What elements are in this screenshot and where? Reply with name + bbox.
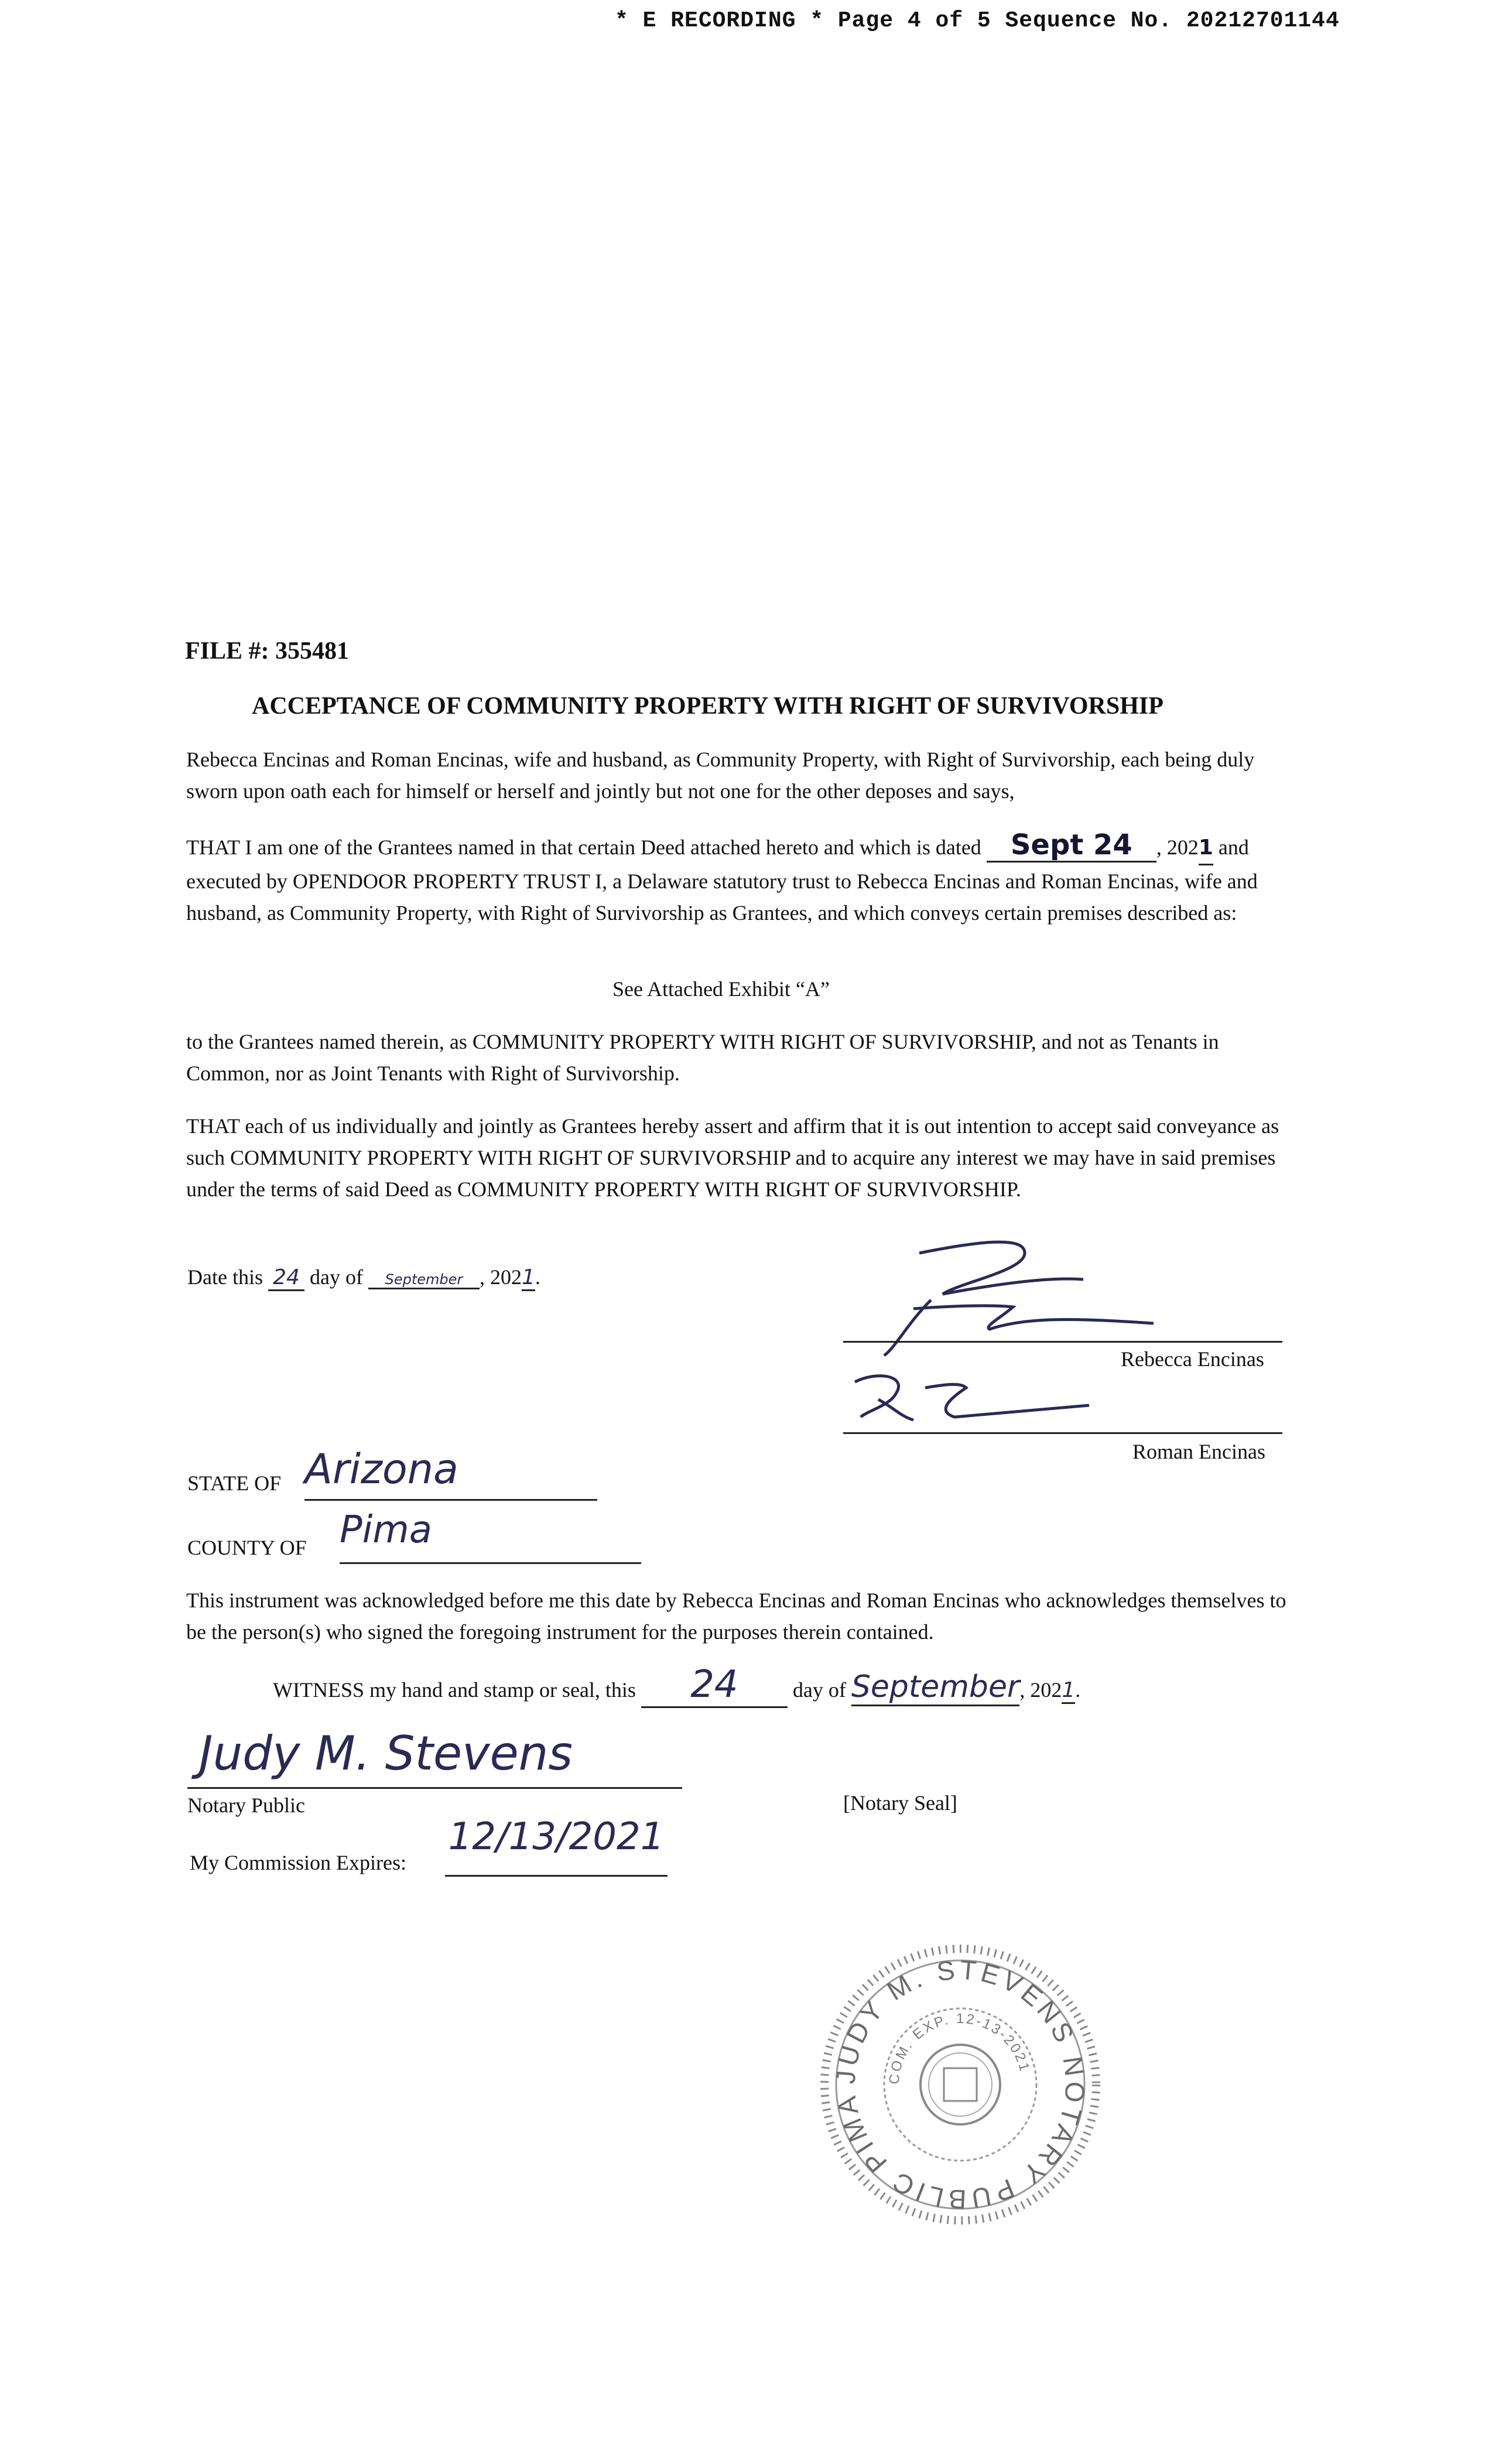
date-suffix: . [535,1265,540,1289]
state-label: STATE OF [187,1471,282,1495]
date-year-handwritten: 1 [522,1265,535,1291]
that1-year-prefix: 202 [1166,836,1199,859]
roman-signature-line [843,1432,1282,1434]
date-line [187,1265,540,1291]
commission-label: My Commission Expires: [190,1851,407,1874]
that-paragraph-1 [186,829,1287,929]
svg-text:COM. EXP. 12-13-2021 [887,2011,1033,2085]
date-mid: day of [304,1265,368,1289]
notary-seal-label: [Notary Seal] [843,1791,957,1815]
that-paragraph-2: THAT each of us individually and jointly as Grantees hereby assert and affirm that it is out intention to accept said conveyance as such COMMUNITY PROPERTY WITH RIGHT OF SURVIVORSHIP and to acquire any interest we may have in said premises under the terms of said Deed as COMMUNITY PROPERTY WITH RIGHT OF SURVIVORSHIP. [186,1114,1279,1201]
date-year-prefix: , 202 [479,1265,522,1289]
deed-date-handwritten: Sept 24 [987,829,1156,863]
that1-before: THAT I am one of the Grantees named in that certain Deed attached hereto and which is dated [186,836,987,859]
notary-signature: Judy M. Stevens [199,1726,573,1781]
witness-month-handwritten: September [851,1669,1019,1706]
witness-year-prefix: , 202 [1019,1678,1062,1702]
roman-name: Roman Encinas [1132,1440,1265,1463]
recording-header: * E RECORDING * Page 4 of 5 Sequence No. 20212701144 [615,8,1340,33]
witness-suffix: . [1075,1678,1081,1702]
witness-line [273,1663,1080,1708]
grantees-paragraph: to the Grantees named therein, as COMMUNITY PROPERTY WITH RIGHT OF SURVIVORSHIP, and not as Tenants in Common, nor as Joint Tenants with Right of Survivorship. [186,1030,1219,1085]
that1-after: and executed by OPENDOOR PROPERTY TRUST I, a Delaware statutory trust to Rebecca Encinas and Roman Encinas, wife and husband, as Community Property, with Right of Survivorship as Grantees, and which conveys certain premises described as: [186,836,1258,925]
exhibit-reference: See Attached Exhibit “A” [612,977,830,1001]
notary-signature-line [187,1787,682,1789]
that1-year-handwritten: 1 [1199,832,1213,865]
document-title: ACCEPTANCE OF COMMUNITY PROPERTY WITH RIGHT OF SURVIVORSHIP [252,693,1163,720]
svg-text:JUDY M. STEVENS NOTARY PUBLIC [807,1919,1091,2215]
notary-seal [807,1919,1101,2225]
date-day-handwritten: 24 [268,1265,304,1291]
roman-signature [843,1370,1136,1440]
witness-prefix: WITNESS my hand and stamp or seal, this [273,1678,641,1702]
county-value-handwritten: Pima [340,1508,641,1564]
seal-outer-text: JUDY M. STEVENS NOTARY PUBLIC PIMA COUNTY, AZ [807,1919,1091,2215]
witness-year-handwritten: 1 [1062,1678,1075,1704]
rebecca-signature [872,1230,1165,1364]
notary-public-label: Notary Public [187,1794,305,1817]
that1-comma: , [1156,836,1162,859]
witness-mid: day of [787,1678,851,1702]
state-value-handwritten: Arizona [304,1445,597,1501]
acknowledgment-paragraph: This instrument was acknowledged before me this date by Rebecca Encinas and Roman Encinas who acknowledges themselves to be the person(s) who signed the foregoing instrument for the purposes therein contained. [186,1589,1286,1644]
county-label: COUNTY OF [187,1536,307,1559]
file-number: FILE #: 355481 [185,638,350,665]
date-month-handwritten: September [368,1271,480,1289]
witness-day-handwritten: 24 [641,1663,788,1708]
rebecca-name: Rebecca Encinas [1121,1347,1264,1371]
intro-paragraph: Rebecca Encinas and Roman Encinas, wife and husband, as Community Property, with Right of Survivorship, each being duly sworn upon oath each for himself or herself and jointly but not one for the other deposes and says, [186,748,1255,803]
rebecca-signature-line [843,1341,1282,1343]
seal-inner-text: COM. EXP. 12-13-2021 [886,2010,1033,2085]
commission-date-handwritten: 12/13/2021 [445,1815,668,1877]
date-prefix: Date this [187,1265,268,1289]
